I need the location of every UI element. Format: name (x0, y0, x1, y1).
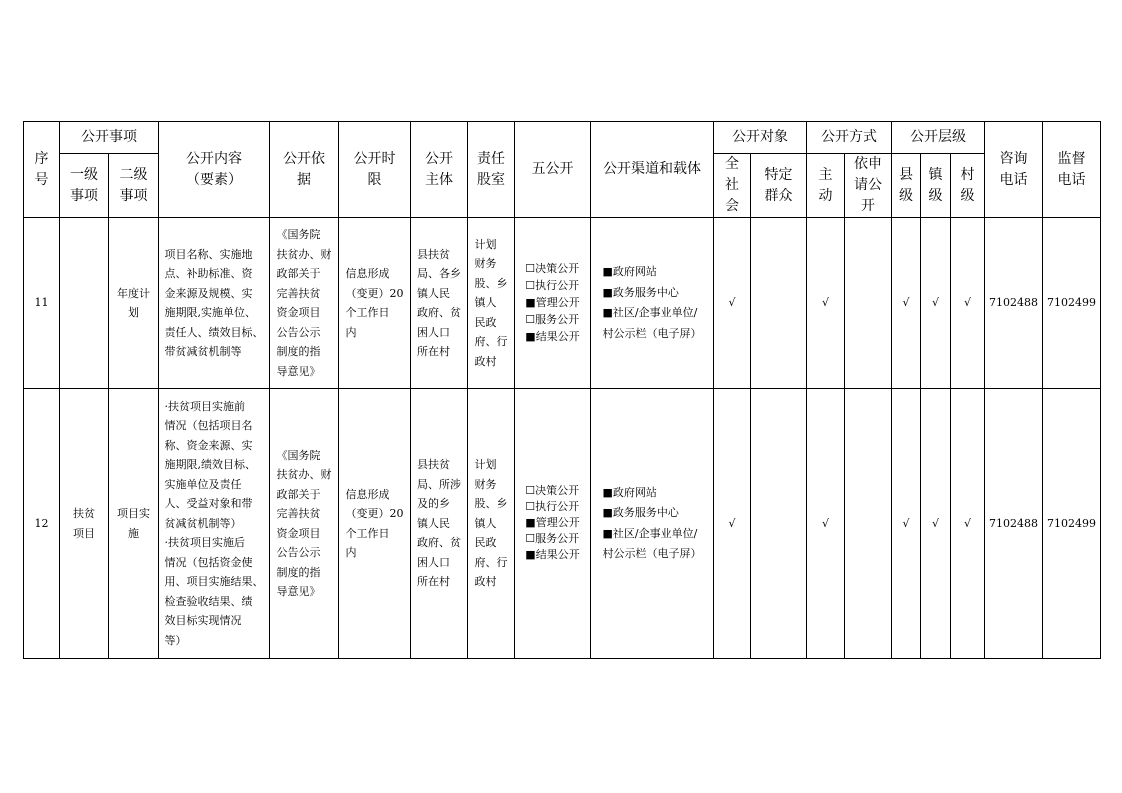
table-row (24, 218, 1101, 389)
header-method-apply: 依申 请公 开 (845, 154, 892, 218)
row-method-apply (845, 218, 892, 389)
row-target-all: √ (714, 389, 751, 659)
row-channel (591, 389, 714, 659)
row-level-town: √ (921, 218, 951, 389)
row-level-village: √ (951, 389, 985, 659)
header-target-all: 全 社 会 (714, 154, 751, 218)
header-target-specific: 特定 群众 (751, 154, 807, 218)
row-dept: 计划 财务 股、乡 镇人 民政 府、行 政村 (468, 389, 515, 659)
row-method-active: √ (807, 218, 845, 389)
row-five-open (515, 389, 591, 659)
row-basis: 《国务院 扶贫办、财 政部关于 完善扶贫 资金项目 公告公示 制度的指 导意见》 (270, 389, 339, 659)
header-public-items: 公开事项 (60, 122, 159, 154)
row-subject: 县扶贫 局、各乡 镇人民 政府、贫 困人口 所在村 (411, 218, 468, 389)
row-time-limit: 信息形成 （变更）20 个工作日 内 (339, 218, 411, 389)
channel-item: ■政务服务中心 (602, 506, 679, 519)
five-open-item: ☐服务公开 (525, 531, 580, 545)
row-seq: 12 (24, 389, 60, 659)
row-seq: 11 (24, 218, 60, 389)
header-time-limit: 公开时 限 (339, 122, 411, 218)
row-level-village: √ (951, 218, 985, 389)
row-content: ·扶贫项目实施前 情况（包括项目名 称、资金来源、实 施期限,绩效目标、 实施单位及责任 人、受益对象和带 贫减贫机制等） ·扶贫项目实施后 情况（包括资金使 用、项目实施结果、 检查验收结果、绩 效目标实现情况 等） (159, 389, 270, 659)
header-five-open: 五公开 (515, 122, 591, 218)
header-method-active: 主 动 (807, 154, 845, 218)
row-method-apply (845, 389, 892, 659)
row-target-specific (751, 218, 807, 389)
five-open-item: ☐决策公开 (525, 261, 580, 275)
channel-item: 村公示栏（电子屏） (602, 326, 702, 340)
row-level-town: √ (921, 389, 951, 659)
row-level2: 年度计 划 (109, 218, 159, 389)
row-time-limit: 信息形成 （变更）20 个工作日 内 (339, 389, 411, 659)
row-five-open (515, 218, 591, 389)
channel-item: 村公示栏（电子屏） (602, 547, 702, 560)
header-supervise: 监督 电话 (1043, 122, 1101, 218)
row-target-specific (751, 389, 807, 659)
channel-item: ■政府网站 (602, 265, 657, 278)
channel-item: ■社区/企事业单位/ (602, 526, 698, 540)
header-channel: 公开渠道和载体 (591, 122, 714, 218)
header-level2: 二级 事项 (109, 154, 159, 218)
five-open-item: ■管理公开 (525, 295, 580, 309)
header-dept: 责任 股室 (468, 122, 515, 218)
channel-item: ■社区/企事业单位/ (602, 306, 698, 319)
row-channel (591, 218, 714, 389)
row-supervise: 7102499 (1043, 389, 1101, 659)
row-level1: 扶贫 项目 (60, 389, 109, 659)
channel-item: ■政府网站 (602, 485, 657, 499)
header-level-county: 县 级 (892, 154, 921, 218)
five-open-item: ☐执行公开 (525, 278, 580, 292)
row-target-all: √ (714, 218, 751, 389)
header-subject: 公开 主体 (411, 122, 468, 218)
row-consult: 7102488 (985, 389, 1043, 659)
header-content: 公开内容 （要素） (159, 122, 270, 218)
five-open-item: ☐服务公开 (525, 312, 580, 326)
five-open-item: ■结果公开 (525, 329, 580, 343)
table-row (24, 389, 1101, 659)
five-open-item: ■管理公开 (525, 515, 580, 529)
row-consult: 7102488 (985, 218, 1043, 389)
five-open-item: ☐决策公开 (525, 483, 580, 497)
row-supervise: 7102499 (1043, 218, 1101, 389)
header-level1: 一级 事项 (60, 154, 109, 218)
five-open-item: ■结果公开 (525, 547, 580, 561)
row-level-county: √ (892, 218, 921, 389)
header-consult: 咨询 电话 (985, 122, 1043, 218)
five-open-item: ☐执行公开 (525, 499, 580, 513)
header-level: 公开层级 (892, 122, 985, 154)
row-level2: 项目实 施 (109, 389, 159, 659)
header-target: 公开对象 (714, 122, 807, 154)
row-content: 项目名称、实施地 点、补助标准、资 金来源及规模、实 施期限,实施单位、 责任人、绩效目标、 带贫减贫机制等 (159, 218, 270, 389)
row-dept: 计划 财务 股、乡 镇人 民政 府、行 政村 (468, 218, 515, 389)
row-basis: 《国务院 扶贫办、财 政部关于 完善扶贫 资金项目 公告公示 制度的指 导意见》 (270, 218, 339, 389)
row-method-active: √ (807, 389, 845, 659)
row-level-county: √ (892, 389, 921, 659)
channel-item: ■政务服务中心 (602, 285, 679, 299)
row-subject: 县扶贫 局、所涉 及的乡 镇人民 政府、贫 困人口 所在村 (411, 389, 468, 659)
row-level1 (60, 218, 109, 389)
header-level-village: 村 级 (951, 154, 985, 218)
header-level-town: 镇 级 (921, 154, 951, 218)
disclosure-table (23, 121, 1101, 659)
header-basis: 公开依 据 (270, 122, 339, 218)
header-method: 公开方式 (807, 122, 892, 154)
header-seq: 序 号 (24, 122, 60, 218)
